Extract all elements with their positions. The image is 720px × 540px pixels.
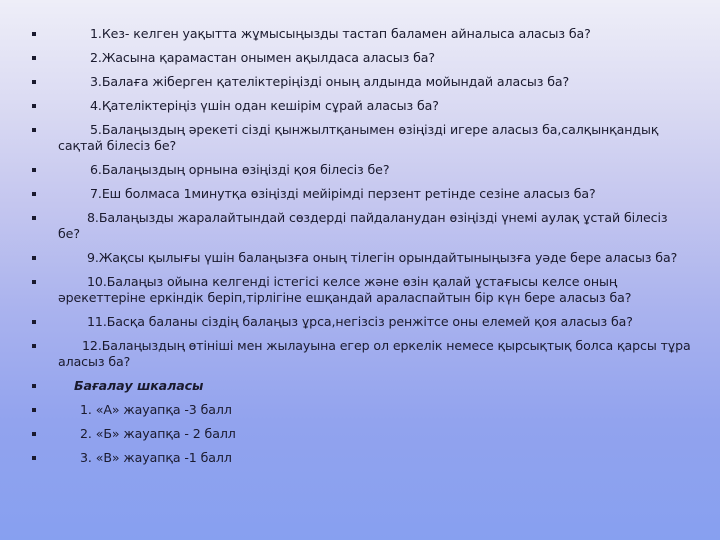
bullet-icon	[32, 80, 36, 84]
list-item	[32, 250, 692, 266]
question-text: 8.Балаңызды жаралайтындай сөздерді пайдаланудан өзіңізді үнемі аулақ ұстай білесіз бе?	[58, 210, 668, 241]
list-item	[32, 26, 692, 42]
bullet-icon	[32, 256, 36, 260]
question-text: 7.Еш болмаса 1минутқа өзіңізді мейірімді перзент ретінде сезіне аласыз ба?	[90, 186, 596, 201]
list-item	[32, 162, 692, 178]
bullet-icon	[32, 432, 36, 436]
question-text: 4.Қателіктеріңіз үшін одан кешірім сұрай аласыз ба?	[90, 98, 439, 113]
bullet-icon	[32, 56, 36, 60]
scoring-item	[32, 426, 692, 442]
question-text: 12.Балаңыздың өтініші мен жылауына егер ол еркелік немесе қырсықтық болса қарсы тұра аласыз ба?	[58, 338, 691, 369]
list-item	[32, 50, 692, 66]
list-item	[32, 338, 692, 370]
bullet-icon	[32, 216, 36, 220]
scoring-heading: Бағалау шкаласы	[74, 378, 204, 393]
scoring-item	[32, 450, 692, 466]
question-text: 6.Балаңыздың орнына өзіңізді қоя білесіз бе?	[90, 162, 390, 177]
bullet-icon	[32, 320, 36, 324]
bullet-icon	[32, 344, 36, 348]
bullet-icon	[32, 168, 36, 172]
list-item	[32, 186, 692, 202]
question-text: 10.Балаңыз ойына келгенді істегісі келсе және өзін қалай ұстағысы келсе оның әрекеттеріне еркіндік беріп,тірлігіне ешқандай араласпайтын бір күн бере аласыз ба?	[58, 274, 632, 305]
question-text: 9.Жақсы қылығы үшін балаңызға оның тілегін орындайтыныңызға уәде бере аласыз ба?	[87, 250, 678, 265]
bullet-icon	[32, 280, 36, 284]
list-item	[32, 314, 692, 330]
question-text: 5.Балаңыздың әрекеті сізді қынжылтқанымен өзіңізді игере аласыз ба,салқынқандық сақтай білесіз бе?	[58, 122, 659, 153]
scoring-line: 2. «Б» жауапқа - 2 балл	[80, 426, 236, 441]
questionnaire-list	[32, 26, 692, 474]
bullet-icon	[32, 408, 36, 412]
question-text: 11.Басқа баланы сіздің балаңыз ұрса,негізсіз ренжітсе оны елемей қоя аласыз ба?	[87, 314, 633, 329]
bullet-icon	[32, 456, 36, 460]
bullet-icon	[32, 192, 36, 196]
bullet-icon	[32, 104, 36, 108]
scoring-line: 3. «В» жауапқа -1 балл	[80, 450, 232, 465]
list-item	[32, 122, 692, 154]
bullet-icon	[32, 128, 36, 132]
question-text: 2.Жасына қарамастан онымен ақылдаса аласыз ба?	[90, 50, 435, 65]
list-item	[32, 274, 692, 306]
list-item	[32, 98, 692, 114]
bullet-icon	[32, 384, 36, 388]
question-text: 1.Кез- келген уақытта жұмысыңызды тастап баламен айналыса аласыз ба?	[90, 26, 591, 41]
bullet-icon	[32, 32, 36, 36]
scoring-heading-item	[32, 378, 692, 394]
scoring-line: 1. «А» жауапқа -3 балл	[80, 402, 232, 417]
question-text: 3.Балаға жіберген қателіктеріңізді оның алдында мойындай аласыз ба?	[90, 74, 570, 89]
list-item	[32, 210, 692, 242]
scoring-item	[32, 402, 692, 418]
list-item	[32, 74, 692, 90]
